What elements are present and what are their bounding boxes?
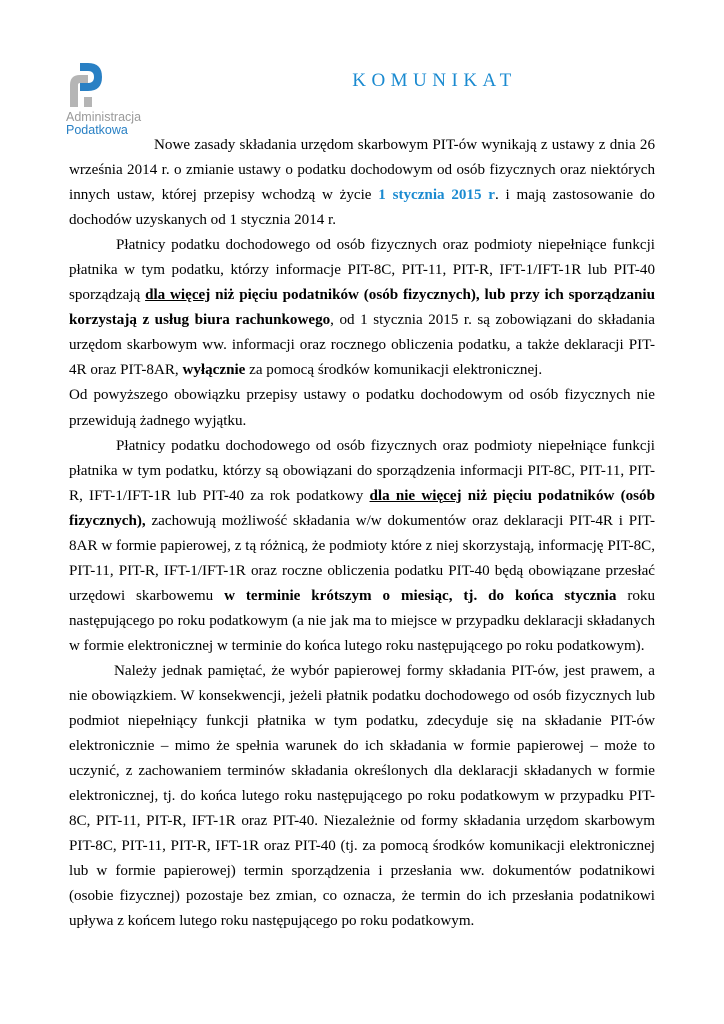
p4-text-2: zachowują możliwość składania w/w dokumentów oraz deklaracji PIT-4R i PIT-8AR w formie papierowej, z tą różnicą, że podmioty które z niej skorzystają, informację PIT-8C, PIT-11, PIT-R, IFT-1/IFT-1R oraz roczne obliczenia podatku PIT-40 będą obowiązane przesłać urzędowi skarbowemu bbox=[69, 512, 655, 604]
logo-text-administracja: Administracja bbox=[66, 110, 142, 124]
p4-bold-1: niż pięciu podatników (osób fizycznych), bbox=[69, 487, 655, 529]
paragraph-4 bbox=[69, 434, 655, 659]
p2-bold-2: wyłącznie bbox=[182, 362, 246, 379]
p1-text-2: . i mają zastosowanie do dochodów uzyskanych od 1 stycznia 2014 r. bbox=[69, 187, 655, 229]
paragraph-1 bbox=[69, 133, 655, 233]
p2-bold-1: niż pięciu podatników (osób fizycznych), lub przy ich sporządzaniu korzystają z usług biura rachunkowego bbox=[69, 287, 655, 329]
page-title: KOMUNIKAT bbox=[352, 70, 517, 91]
paragraph-3: Od powyższego obowiązku przepisy ustawy o podatku dochodowym od osób fizycznych nie przewidują żadnego wyjątku. bbox=[69, 387, 655, 429]
p2-underlined-bold: dla więcej bbox=[145, 287, 211, 304]
paragraph-5: Należy jednak pamiętać, że wybór papierowej formy składania PIT-ów, jest prawem, a nie obowiązkiem. W konsekwencji, jeżeli płatnik podatku dochodowego od osób fizycznych lub podmiot niepełniący funkcji płatnika w tym podatku, zdecyduje się na składanie PIT-ów elektronicznie – mimo że spełnia warunek do ich składania w formie papierowej – może to uczynić, z zachowaniem terminów składania określonych dla deklaracji składanych w formie elektronicznej, tj. do końca lutego roku następującego po roku podatkowym w przypadku PIT-8C, PIT-11, PIT-R, IFT-1R oraz PIT-40. Niezależnie od formy składania urzędom skarbowym PIT-8C, PIT-11, PIT-R, IFT-1R oraz PIT-40 (tj. za pomocą środków komunikacji elektronicznej lub w formie papierowej) termin sporządzenia i przesłania ww. dokumentów podatnikowi (osobie fizycznej) pozostaje bez zmian, co oznacza, że termin do ich przesłania podatnikowi upływa z końcem lutego roku następującego po roku podatkowym. bbox=[69, 662, 655, 930]
p1-date-highlight: 1 stycznia 2015 r bbox=[378, 187, 495, 204]
p4-text-3: roku następującego po roku podatkowym (a nie jak ma to miejsce w przypadku deklaracji składanych w formie elektronicznej w terminie do końca lutego roku następującego po roku podatkowym). bbox=[69, 587, 655, 654]
p2-text-1: Płatnicy podatku dochodowego od osób fizycznych oraz podmioty niepełniące funkcji płatnika w tym podatku, którzy informacje PIT-8C, PIT-11, PIT-R, IFT-1/IFT-1R lub PIT-40 sporządzają bbox=[69, 237, 655, 304]
paragraph-2 bbox=[69, 233, 655, 383]
logo-text-podatkowa: Podatkowa bbox=[66, 123, 128, 137]
p4-bold-2: w terminie krótszym o miesiąc, tj. do końca stycznia bbox=[224, 587, 617, 604]
p2-text-2: , od 1 stycznia 2015 r. są zobowiązani do składania urzędom skarbowym ww. informacji oraz rocznego obliczenia podatku, a także deklaracji PIT-4R oraz PIT-8AR, bbox=[69, 312, 655, 379]
p2-text-3: za pomocą środków komunikacji elektronicznej. bbox=[245, 362, 543, 379]
p4-text-1: Płatnicy podatku dochodowego od osób fizycznych oraz podmioty niepełniące funkcji płatnika w tym podatku, którzy są obowiązani do sporządzenia informacji PIT-8C, PIT-11, PIT-R, IFT-1/IFT-1R lub PIT-40 za rok podatkowy bbox=[69, 437, 655, 504]
p1-text-1: Nowe zasady składania urzędom skarbowym PIT-ów wynikają z ustawy z dnia 26 września 2014 r. o zmianie ustawy o podatku dochodowym od osób fizycznych oraz niektórych innych ustaw, której przepisy wchodzą w życie bbox=[69, 137, 655, 204]
document-body bbox=[69, 133, 655, 935]
p4-underlined-bold: dla nie więcej bbox=[369, 487, 462, 504]
